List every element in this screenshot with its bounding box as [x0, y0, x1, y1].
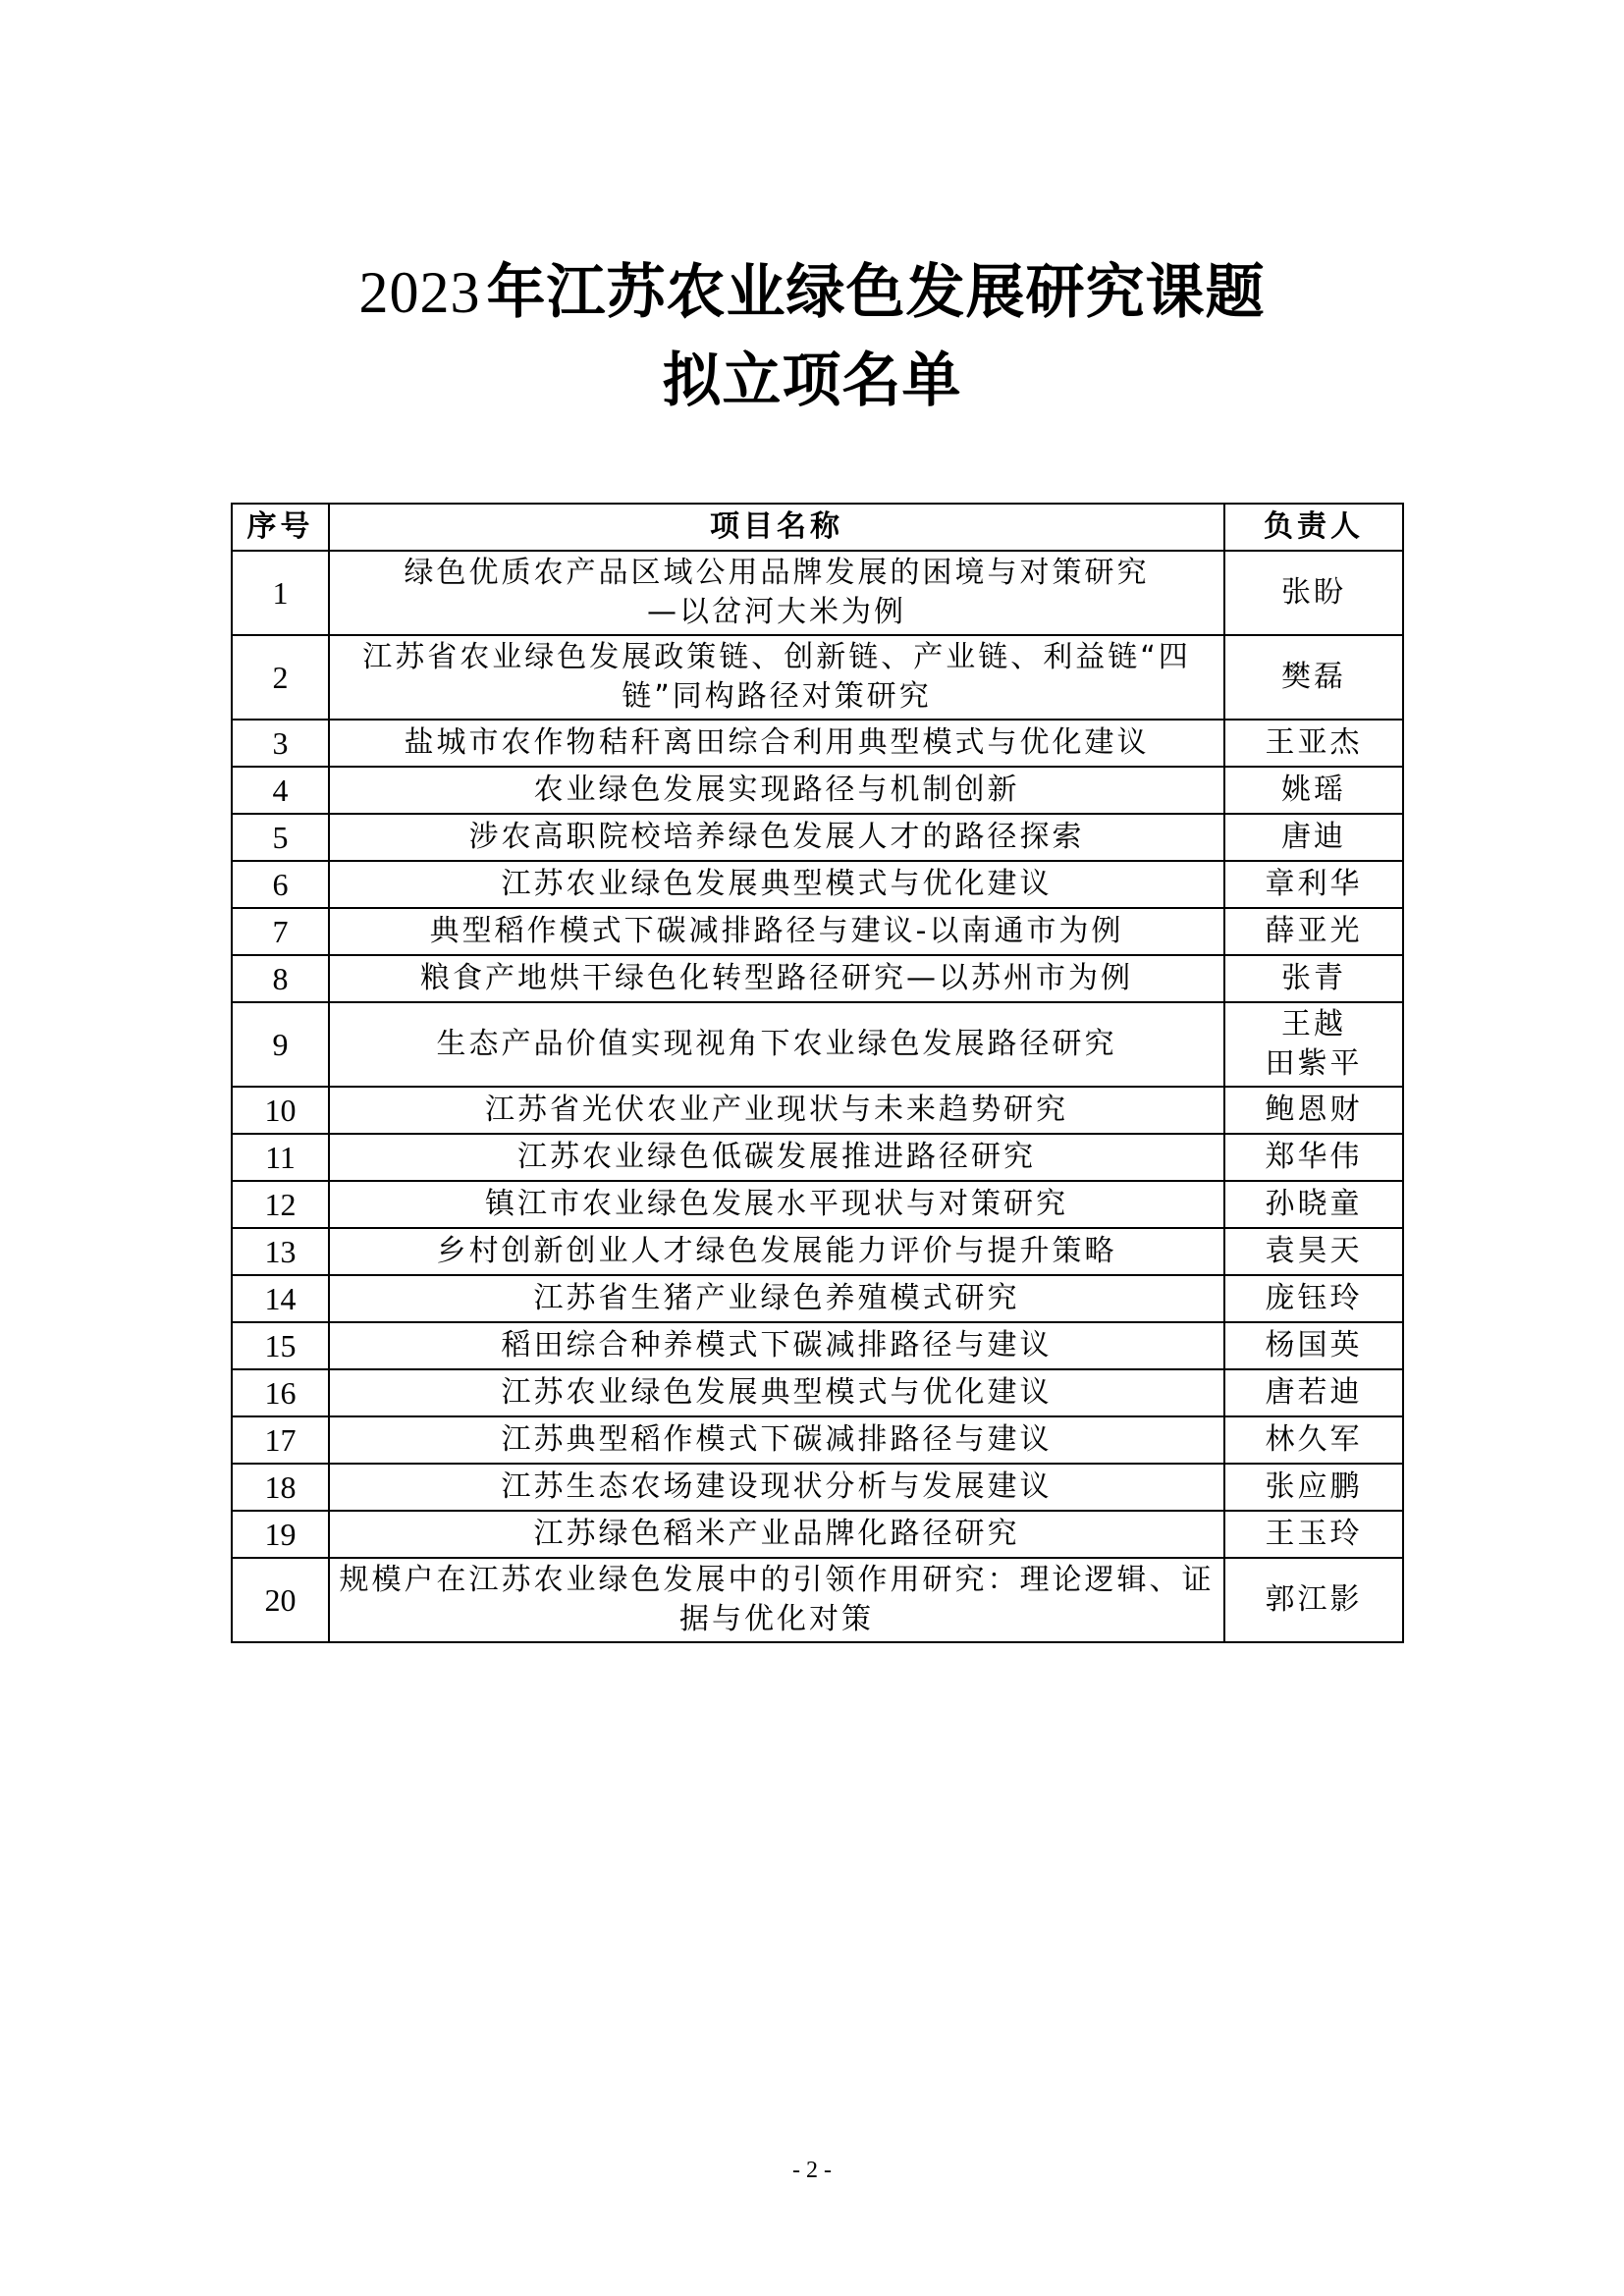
- row-num: 12: [232, 1181, 329, 1228]
- row-num: 14: [232, 1275, 329, 1322]
- header-owner: 负责人: [1224, 504, 1403, 551]
- row-num: 6: [232, 861, 329, 908]
- row-owner: 薛亚光: [1224, 908, 1403, 955]
- row-num: 20: [232, 1558, 329, 1642]
- row-num: 18: [232, 1464, 329, 1511]
- row-owner: 郑华伟: [1224, 1134, 1403, 1181]
- row-owner: 王越 田紫平: [1224, 1002, 1403, 1087]
- table-row: [232, 908, 1403, 955]
- table-row: [232, 814, 1403, 861]
- row-project-name: 盐城市农作物秸秆离田综合利用典型模式与优化建议: [329, 720, 1224, 767]
- row-num: 5: [232, 814, 329, 861]
- row-owner: 鲍恩财: [1224, 1087, 1403, 1134]
- row-project-name: 江苏省农业绿色发展政策链、创新链、产业链、利益链“四链”同构路径对策研究: [329, 635, 1224, 720]
- row-project-name: 粮食产地烘干绿色化转型路径研究—以苏州市为例: [329, 955, 1224, 1002]
- table-row: [232, 635, 1403, 720]
- row-owner: 王亚杰: [1224, 720, 1403, 767]
- row-owner: 姚瑶: [1224, 767, 1403, 814]
- row-num: 17: [232, 1416, 329, 1464]
- row-owner: 杨国英: [1224, 1322, 1403, 1369]
- row-project-name: 典型稻作模式下碳减排路径与建议-以南通市为例: [329, 908, 1224, 955]
- row-project-name: 规模户在江苏农业绿色发展中的引领作用研究：理论逻辑、证据与优化对策: [329, 1558, 1224, 1642]
- project-list-table: [231, 503, 1404, 1643]
- table-row: [232, 1416, 1403, 1464]
- row-project-name: 江苏生态农场建设现状分析与发展建议: [329, 1464, 1224, 1511]
- row-num: 19: [232, 1511, 329, 1558]
- page-number: - 2 -: [792, 2158, 832, 2183]
- table-row: [232, 1511, 1403, 1558]
- row-owner: 张应鹏: [1224, 1464, 1403, 1511]
- table-row: [232, 1369, 1403, 1416]
- row-num: 16: [232, 1369, 329, 1416]
- row-project-name: 乡村创新创业人才绿色发展能力评价与提升策略: [329, 1228, 1224, 1275]
- table-row: [232, 1002, 1403, 1087]
- row-project-name: 镇江市农业绿色发展水平现状与对策研究: [329, 1181, 1224, 1228]
- row-project-name: 江苏绿色稻米产业品牌化路径研究: [329, 1511, 1224, 1558]
- table-row: [232, 1322, 1403, 1369]
- row-project-name: 江苏农业绿色发展典型模式与优化建议: [329, 1369, 1224, 1416]
- row-project-name: 江苏省光伏农业产业现状与未来趋势研究: [329, 1087, 1224, 1134]
- table-row: [232, 551, 1403, 635]
- row-num: 8: [232, 955, 329, 1002]
- row-owner: 张青: [1224, 955, 1403, 1002]
- header-num: 序号: [232, 504, 329, 551]
- row-num: 15: [232, 1322, 329, 1369]
- row-owner: 林久军: [1224, 1416, 1403, 1464]
- table-row: [232, 1181, 1403, 1228]
- table-row: [232, 1275, 1403, 1322]
- table-row: [232, 955, 1403, 1002]
- row-owner: 唐若迪: [1224, 1369, 1403, 1416]
- row-num: 4: [232, 767, 329, 814]
- table-row: [232, 1558, 1403, 1642]
- table-row: [232, 1464, 1403, 1511]
- row-num: 10: [232, 1087, 329, 1134]
- table-header-row: [232, 504, 1403, 551]
- row-project-name: 涉农高职院校培养绿色发展人才的路径探索: [329, 814, 1224, 861]
- row-owner: 唐迪: [1224, 814, 1403, 861]
- title-year: 2023: [358, 260, 481, 325]
- row-owner: 张盼: [1224, 551, 1403, 635]
- row-owner: 樊磊: [1224, 635, 1403, 720]
- row-num: 3: [232, 720, 329, 767]
- title-line1-text: 年江苏农业绿色发展研究课题: [486, 258, 1266, 327]
- row-owner: 郭江影: [1224, 1558, 1403, 1642]
- row-num: 9: [232, 1002, 329, 1087]
- row-num: 2: [232, 635, 329, 720]
- table-row: [232, 1228, 1403, 1275]
- row-project-name: 生态产品价值实现视角下农业绿色发展路径研究: [329, 1002, 1224, 1087]
- row-num: 1: [232, 551, 329, 635]
- table-row: [232, 861, 1403, 908]
- row-project-name: 江苏农业绿色低碳发展推进路径研究: [329, 1134, 1224, 1181]
- row-owner: 王玉玲: [1224, 1511, 1403, 1558]
- page-title: [0, 253, 1624, 332]
- row-owner: 庞钰玲: [1224, 1275, 1403, 1322]
- table-row: [232, 720, 1403, 767]
- header-name: 项目名称: [329, 504, 1224, 551]
- table-row: [232, 1134, 1403, 1181]
- table-row: [232, 767, 1403, 814]
- page-subtitle: 拟立项名单: [662, 347, 962, 415]
- row-num: 11: [232, 1134, 329, 1181]
- row-project-name: 农业绿色发展实现路径与机制创新: [329, 767, 1224, 814]
- row-num: 7: [232, 908, 329, 955]
- row-project-name: 江苏典型稻作模式下碳减排路径与建议: [329, 1416, 1224, 1464]
- row-project-name: 稻田综合种养模式下碳减排路径与建议: [329, 1322, 1224, 1369]
- row-project-name: 绿色优质农产品区域公用品牌发展的困境与对策研究 —以岔河大米为例: [329, 551, 1224, 635]
- row-project-name: 江苏省生猪产业绿色养殖模式研究: [329, 1275, 1224, 1322]
- row-owner: 章利华: [1224, 861, 1403, 908]
- table-row: [232, 1087, 1403, 1134]
- row-owner: 袁昊天: [1224, 1228, 1403, 1275]
- row-project-name: 江苏农业绿色发展典型模式与优化建议: [329, 861, 1224, 908]
- row-owner: 孙晓童: [1224, 1181, 1403, 1228]
- row-num: 13: [232, 1228, 329, 1275]
